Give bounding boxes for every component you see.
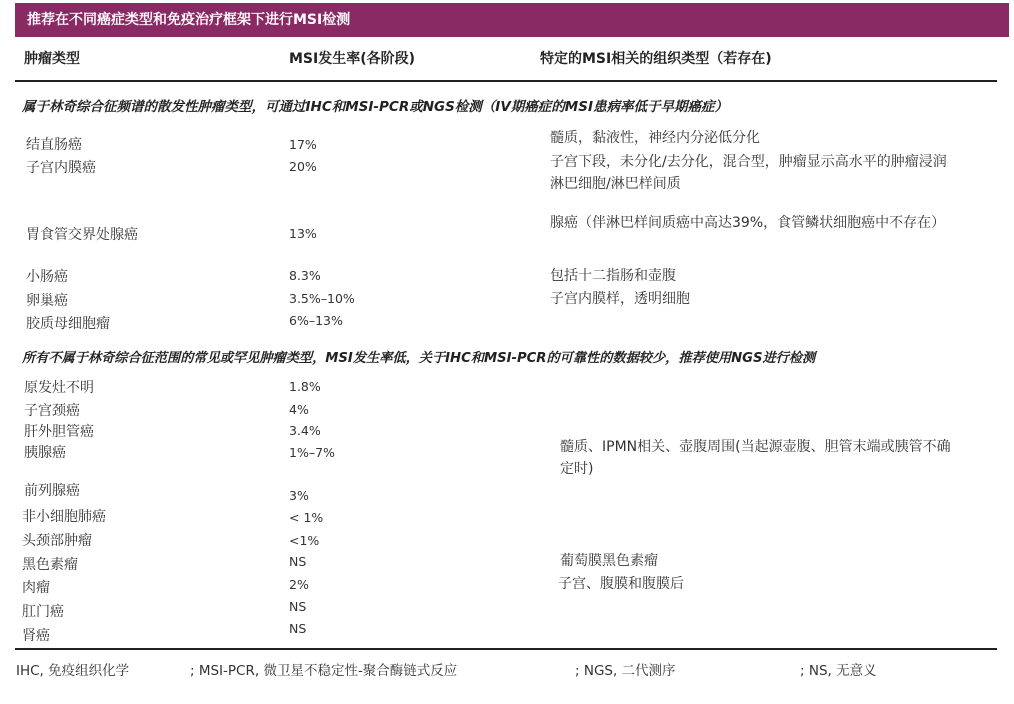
table-row-rate: <1% <box>289 533 320 548</box>
table-title: 推荐在不同癌症类型和免疫治疗框架下进行MSI检测 <box>15 3 1009 37</box>
table-row-tumor: 胃食管交界处腺癌 <box>26 227 138 243</box>
table-row-tumor: 原发灶不明 <box>24 380 94 396</box>
histology-note: 子宫、腹膜和腹膜后 <box>558 576 684 592</box>
histology-note: 葡萄膜黑色素瘤 <box>560 553 658 569</box>
footnote-msi-pcr: ; MSI-PCR, 微卫星不稳定性-聚合酶链式反应 <box>190 663 458 679</box>
table-row-rate: 17% <box>289 137 317 152</box>
footnote-ihc: IHC, 免疫组织化学 <box>16 663 130 679</box>
histology-note: 子宫内膜样，透明细胞 <box>550 291 690 307</box>
table-row-tumor: 子宫内膜癌 <box>26 160 96 176</box>
histology-note: 髓质、IPMN相关、壶腹周围(当起源壶腹、胆管末端或胰管不确定时) <box>560 439 951 477</box>
table-row-rate: 3.4% <box>289 423 321 438</box>
header-msi-rate: MSI发生率(各阶段) <box>289 51 416 67</box>
table-row-rate: 3.5%–10% <box>289 291 355 306</box>
table-row-tumor: 前列腺癌 <box>24 483 80 499</box>
table-row-tumor: 小肠癌 <box>26 269 68 285</box>
table-row-rate: 8.3% <box>289 268 321 283</box>
table-row-rate: 20% <box>289 159 317 174</box>
table-row-tumor: 肉瘤 <box>22 580 50 596</box>
table-row-tumor: 肛门癌 <box>22 604 64 620</box>
section1-heading: 属于林奇综合征频谱的散发性肿瘤类型，可通过IHC和MSI-PCR或NGS检测（IV期癌症的MSI患病率低于早期癌症） <box>22 99 728 115</box>
footnote-ngs: ; NGS, 二代测序 <box>575 663 676 679</box>
table-row-tumor: 黑色素瘤 <box>22 557 78 573</box>
table-row-tumor: 结直肠癌 <box>26 137 82 153</box>
table-row-tumor: 头颈部肿瘤 <box>22 533 92 549</box>
section2-heading: 所有不属于林奇综合征范围的常见或罕见肿瘤类型，MSI发生率低，关于IHC和MSI-PCR的可靠性的数据较少，推荐使用NGS进行检测 <box>22 351 816 366</box>
histology-note: 髓质，黏液性，神经内分泌低分化 <box>550 130 760 146</box>
histology-note: 腺癌（伴淋巴样间质癌中高达39%，食管鳞状细胞癌中不存在） <box>550 215 946 231</box>
table-row-rate: 6%–13% <box>289 313 343 328</box>
table-row-rate: NS <box>289 599 307 614</box>
table-row-rate: NS <box>289 621 307 636</box>
table-row-tumor: 胰腺癌 <box>24 445 66 461</box>
header-tumor-type: 肿瘤类型 <box>24 51 80 67</box>
footer-divider <box>15 648 997 650</box>
table-row-rate: 4% <box>289 402 309 417</box>
table-row-tumor: 肾癌 <box>22 628 50 644</box>
table-row-rate: 1.8% <box>289 379 321 394</box>
table-row-rate: 2% <box>289 577 309 592</box>
table-row-tumor: 胶质母细胞瘤 <box>26 316 110 332</box>
table-row-tumor: 肝外胆管癌 <box>24 424 94 440</box>
footnote-ns: ; NS, 无意义 <box>800 663 877 679</box>
histology-note: 子宫下段，未分化/去分化，混合型，肿瘤显示高水平的肿瘤浸润淋巴细胞/淋巴样间质 <box>550 154 947 192</box>
table-row-rate: 1%–7% <box>289 445 335 460</box>
table-row-tumor: 非小细胞肺癌 <box>22 509 106 525</box>
table-row-rate: < 1% <box>289 510 324 525</box>
table-row-tumor: 卵巢癌 <box>26 293 68 309</box>
table-row-tumor: 子宫颈癌 <box>24 403 80 419</box>
header-histology: 特定的MSI相关的组织类型（若存在) <box>540 51 772 67</box>
table-row-rate: NS <box>289 554 307 569</box>
header-divider <box>15 80 997 82</box>
table-row-rate: 13% <box>289 226 317 241</box>
table-row-rate: 3% <box>289 488 309 503</box>
histology-note: 包括十二指肠和壶腹 <box>550 268 676 284</box>
